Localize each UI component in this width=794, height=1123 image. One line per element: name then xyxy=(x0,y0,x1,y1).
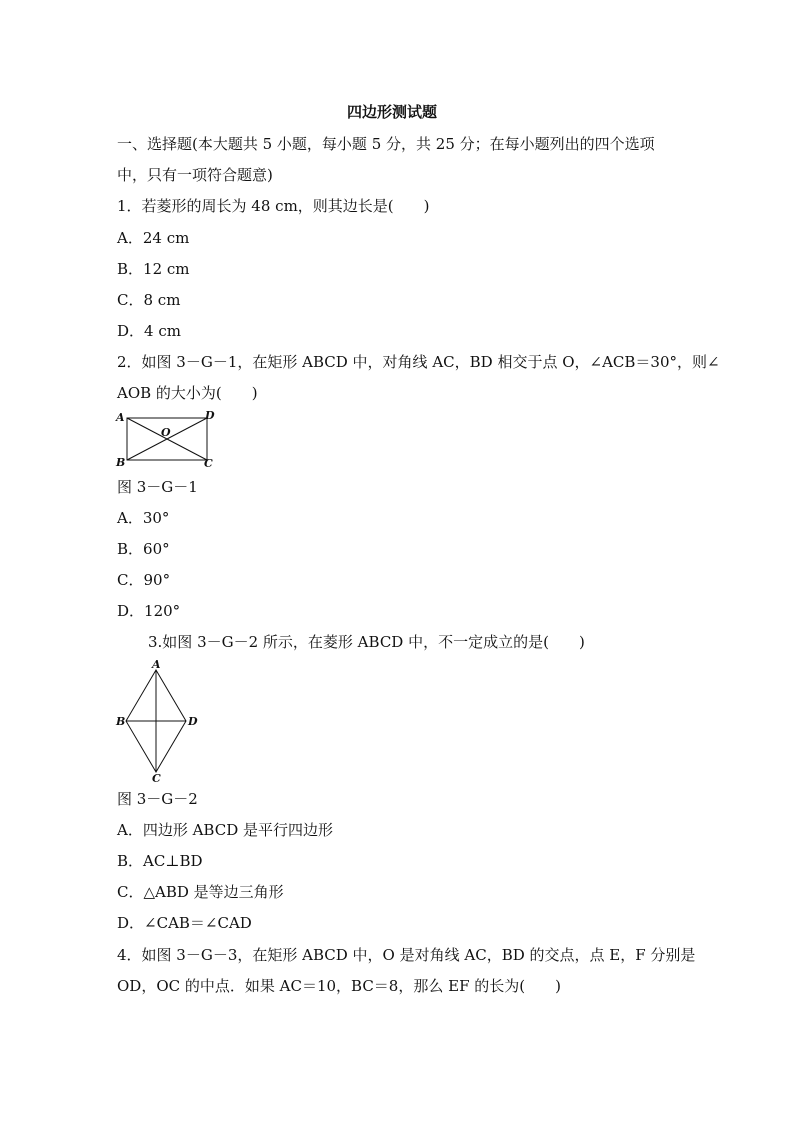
section-instructions-line1: 一、选择题(本大题共 5 小题，每小题 5 分，共 25 分；在每小题列出的四个选项 xyxy=(117,135,655,153)
figure-2-caption: 图 3－G－2 xyxy=(117,790,198,808)
label-d: D xyxy=(205,409,215,422)
question-1-option-b: B．12 cm xyxy=(117,260,190,278)
question-2-option-d: D．120° xyxy=(117,602,181,620)
document-title: 四边形测试题 xyxy=(347,103,438,121)
question-2-option-a: A．30° xyxy=(117,509,170,527)
question-2-option-b: B．60° xyxy=(117,540,170,558)
question-2-stem-line2: AOB 的大小为( ) xyxy=(117,384,258,402)
question-2-stem-line1: 2．如图 3－G－1，在矩形 ABCD 中，对角线 AC，BD 相交于点 O，∠ACB＝30°，则∠ xyxy=(117,353,720,371)
question-3-option-a: A．四边形 ABCD 是平行四边形 xyxy=(117,821,334,839)
question-1-option-a: A．24 cm xyxy=(117,229,190,247)
question-2-option-c: C．90° xyxy=(117,571,171,589)
question-1-option-d: D．4 cm xyxy=(117,322,181,340)
label-c: C xyxy=(204,457,213,470)
question-3-option-d: D．∠CAB＝∠CAD xyxy=(117,914,252,932)
question-3-stem: 3.如图 3－G－2 所示，在菱形 ABCD 中，不一定成立的是( ) xyxy=(148,633,585,651)
label-a: A xyxy=(152,658,161,671)
question-4-stem-line1: 4．如图 3－G－3，在矩形 ABCD 中，O 是对角线 AC，BD 的交点，点 E，F 分别是 xyxy=(117,946,696,964)
question-3-option-b: B．AC⊥BD xyxy=(117,852,203,870)
question-4-stem-line2: OD，OC 的中点．如果 AC＝10，BC＝8，那么 EF 的长为( ) xyxy=(117,977,561,995)
label-o: O xyxy=(161,426,171,439)
figure-rectangle-abcd xyxy=(112,408,222,472)
label-a: A xyxy=(116,411,125,424)
label-b: B xyxy=(116,715,126,728)
label-b: B xyxy=(116,456,126,469)
label-d: D xyxy=(188,715,198,728)
label-c: C xyxy=(152,772,161,784)
question-1-stem: 1．若菱形的周长为 48 cm，则其边长是( ) xyxy=(117,197,430,215)
question-3-option-c: C．△ABD 是等边三角形 xyxy=(117,883,284,901)
figure-1-caption: 图 3－G－1 xyxy=(117,478,198,496)
question-1-option-c: C．8 cm xyxy=(117,291,181,309)
section-instructions-line2: 中，只有一项符合题意) xyxy=(117,166,273,184)
figure-rhombus-abcd xyxy=(112,658,202,784)
